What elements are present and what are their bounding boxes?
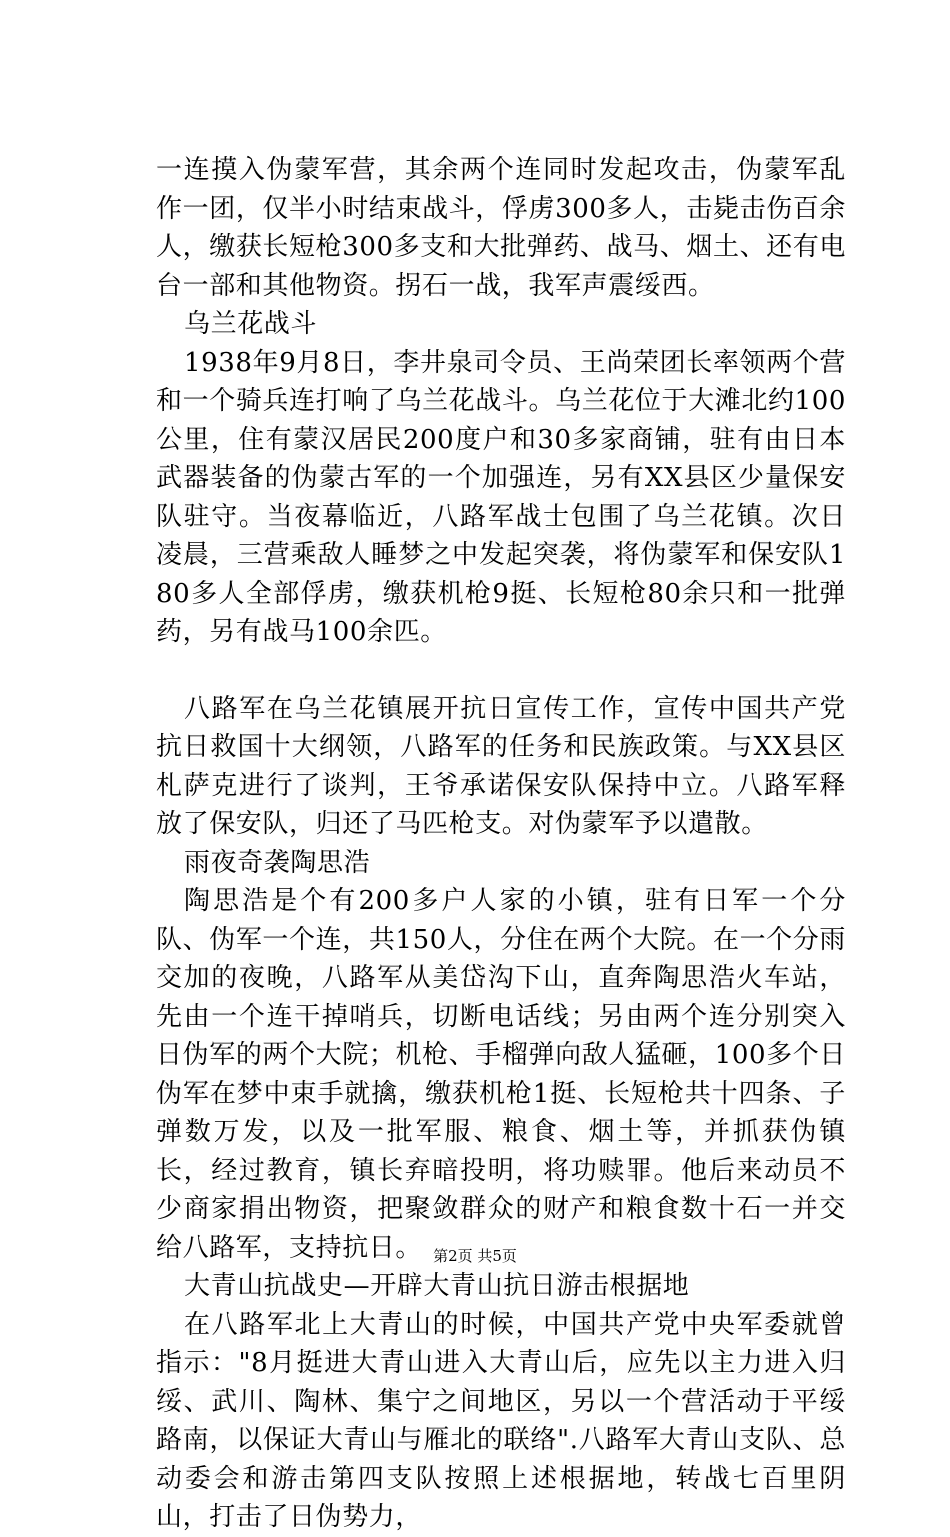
paragraph: 八路军在乌兰花镇展开抗日宣传工作，宣传中国共产党抗日救国十大纲领，八路军的任务和民族政策。与XX县区札萨克进行了谈判，王爷承诺保安队保持中立。八路军释放了保安队，归还了马匹枪支。对伪蒙军予以遣散。	[156, 693, 846, 839]
page-number-footer: 第2页 共5页	[433, 1247, 517, 1265]
paragraph-gap	[156, 652, 846, 690]
section-heading: 乌兰花战斗	[184, 309, 318, 339]
document-body	[156, 151, 846, 1537]
paragraph: 在八路军北上大青山的时候，中国共产党中央军委就曾指示："8月挺进大青山进入大青山后，应先以主力进入归绥、武川、陶林、集宁之间地区，另以一个营活动于平绥路南，以保证大青山与雁北的联络".八路军大青山支队、总动委会和游击第四支队按照上述根据地，转战七百里阴山，打击了日伪势力，	[156, 1309, 846, 1532]
paragraph: 1938年9月8日，李井泉司令员、王尚荣团长率领两个营和一个骑兵连打响了乌兰花战斗。乌兰花位于大滩北约100公里，住有蒙汉居民200度户和30多家商铺，驻有由日本武器装备的伪蒙古军的一个加强连，另有XX县区少量保安队驻守。当夜幕临近，八路军战士包围了乌兰花镇。次日凌晨，三营乘敌人睡梦之中发起突袭，将伪蒙军和保安队180多人全部俘虏，缴获机枪9挺、长短枪80余只和一批弹药，另有战马100余匹。	[156, 347, 846, 647]
paragraph: 陶思浩是个有200多户人家的小镇，驻有日军一个分队、伪军一个连，共150人，分住在两个大院。在一个分雨交加的夜晚，八路军从美岱沟下山，直奔陶思浩火车站，先由一个连干掉哨兵，切断电话线；另由两个连分别突入日伪军的两个大院；机枪、手榴弹向敌人猛砸，100多个日伪军在梦中束手就擒，缴获机枪1挺、长短枪共十四条、子弹数万发，以及一批军服、粮食、烟土等，并抓获伪镇长，经过教育，镇长弃暗投明，将功赎罪。他后来动员不少商家捐出物资，把聚敛群众的财产和粮食数十石一并交给八路军，支持抗日。	[156, 886, 846, 1263]
paragraph: 一连摸入伪蒙军营，其余两个连同时发起攻击，伪蒙军乱作一团，仅半小时结束战斗，俘虏300多人，击毙击伤百余人，缴获长短枪300多支和大批弹药、战马、烟土、还有电台一部和其他物资。拐石一战，我军声震绥西。	[156, 155, 846, 301]
section-heading: 雨夜奇袭陶思浩	[184, 847, 371, 878]
section-heading: 大青山抗战史—开辟大青山抗日游击根据地	[184, 1271, 690, 1301]
